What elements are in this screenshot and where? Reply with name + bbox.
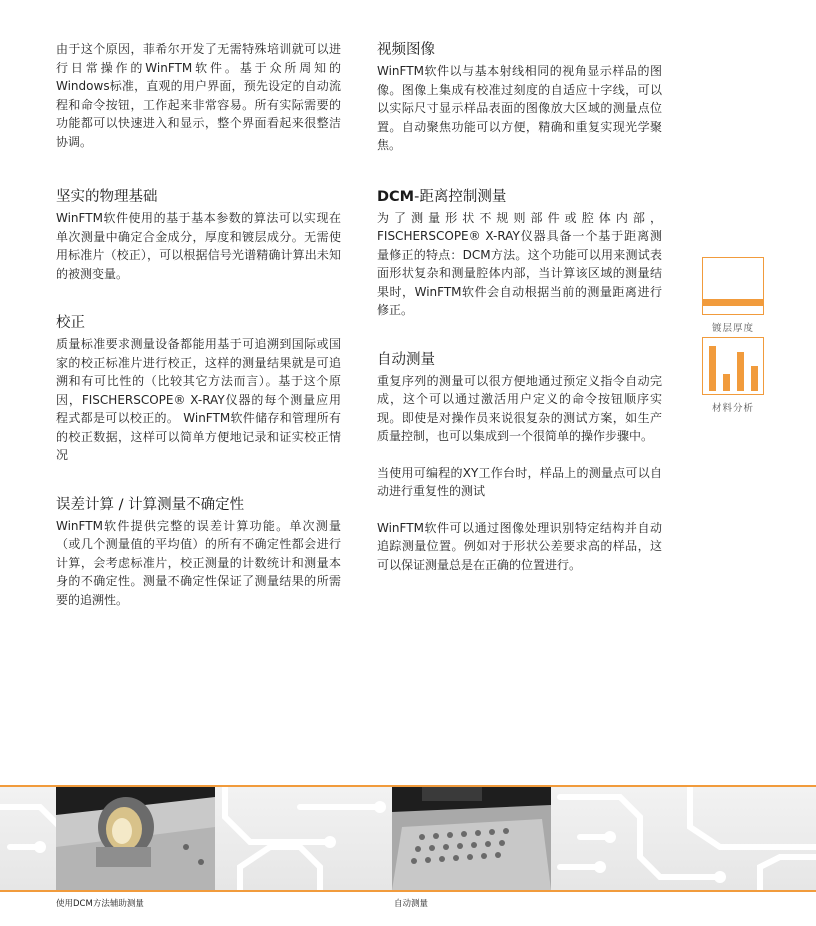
auto-paragraph-3: WinFTM软件可以通过图像处理识别特定结构并自动追踪测量位置。例如对于形状公差要求高的样品，这可以保证测量总是在正确的位置进行。 xyxy=(377,520,662,572)
dcm-section xyxy=(377,187,662,320)
image-strip xyxy=(0,785,816,892)
calibration-section xyxy=(56,313,341,465)
side-tab-coating[interactable] xyxy=(702,257,764,334)
uncertainty-section xyxy=(56,495,341,610)
caption-right: 自动测量 xyxy=(394,899,429,909)
physics-heading: 坚实的物理基础 xyxy=(56,189,158,205)
left-column xyxy=(56,40,341,639)
dcm-heading xyxy=(377,187,662,207)
caption-left: 使用DCM方法辅助测量 xyxy=(56,899,144,909)
auto-heading: 自动测量 xyxy=(377,351,435,368)
uncertainty-paragraph: WinFTM软件提供完整的误差计算功能。单次测量（或几个测量值的平均值）的所有不确定性都会进行计算，会考虑标准片，校正测量的计数统计和测量本身的不确定性。测量不确定性保证了测量结果的所需要的追溯性。 xyxy=(56,518,341,607)
side-tab-material[interactable] xyxy=(702,337,764,414)
side-tab-coating-label: 镀层厚度 xyxy=(711,323,754,334)
auto-section xyxy=(377,350,662,575)
dcm-heading-text: -距离控制测量 xyxy=(414,188,507,205)
side-tab-material-label: 材料分析 xyxy=(711,403,754,414)
intro-paragraph: 由于这个原因，菲希尔开发了无需特殊培训就可以进行日常操作的WinFTM软件。基于众所周知的Windows标准，直观的用户界面，预先设定的自动流程和命令按钮，工作起来非常容易。所有实际需要的功能都可以快速进入和显示，整个界面看起来很整洁协调。 xyxy=(56,42,341,149)
physics-paragraph: WinFTM软件使用的基于基本参数的算法可以实现在单次测量中确定合金成分，厚度和镀层成分。无需使用标准片（校正），可以根据信号光谱精确计算出未知的被测变量。 xyxy=(56,211,341,281)
auto-paragraph-1: 重复序列的测量可以很方便地通过预定义指令自动完成，这个可以通过激活用户定义的命令按钮顺序实现。即使是对操作员来说很复杂的测试方案，如生产质量控制，也可以集成到一个很简单的操作步骤中。 xyxy=(377,373,662,443)
right-column xyxy=(377,40,662,604)
calibration-heading: 校正 xyxy=(56,315,85,331)
dcm-paragraph: 为了测量形状不规则部件或腔体内部，FISCHERSCOPE® X-RAY仪器具备一个基于距离测量修正的特点：DCM方法。这个功能可以用来测试表面形状复杂和测量腔体内部，当计算该区域的测量结果时，WinFTM软件会自动根据当前的测量距离进行修正。 xyxy=(377,210,662,317)
video-paragraph: WinFTM软件以与基本射线相同的视角显示样品的图像。图像上集成有校准过刻度的自适应十字线，可以以实际尺寸显示样品表面的图像放大区域的测量点位置。自动聚焦功能可以方便，精确和重复实现光学聚焦。 xyxy=(377,64,662,152)
calibration-paragraph: 质量标准要求测量设备都能用基于可追溯到国际或国家的校正标准片进行校正，这样的测量结果就是可追溯和有可比性的（比较其它方法而言）。基于这个原因，FISCHERSCOPE® X-RAY仪器的每个测量应用程式都是可以校正的。 WinFTM软件储存和管理所有的校正数据，这样可以简单方便地记录和证实校正情况 xyxy=(56,337,341,462)
auto-measure-photo xyxy=(392,787,551,890)
video-heading: 视频图像 xyxy=(377,42,435,58)
bar-chart-icon xyxy=(702,337,764,395)
physics-section xyxy=(56,187,341,283)
coating-bar-icon xyxy=(702,257,764,315)
video-section xyxy=(377,40,662,155)
dcm-photo xyxy=(56,787,215,890)
dcm-heading-prefix: DCM xyxy=(377,188,415,205)
auto-paragraph-2: 当使用可编程的XY工作台时，样品上的测量点可以自动进行重复性的测试 xyxy=(377,465,662,498)
intro-section xyxy=(56,40,341,151)
uncertainty-heading: 误差计算 / 计算测量不确定性 xyxy=(56,496,245,513)
